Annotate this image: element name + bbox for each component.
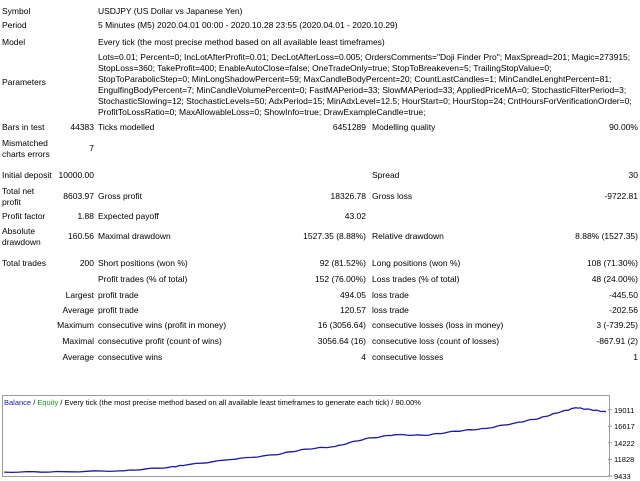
spread-label: Spread	[372, 170, 400, 180]
total-net-profit-value: 8603.97	[63, 191, 94, 201]
loss-trades-label: Loss trades (% of total)	[372, 274, 460, 284]
average-loss-value: -202.56	[609, 305, 638, 315]
profit-factor-label: Profit factor	[2, 211, 46, 221]
spread-value: 30	[628, 170, 638, 180]
relative-drawdown-label: Relative drawdown	[372, 231, 444, 241]
modelling-quality-value: 90.00%	[609, 122, 638, 132]
average-label: Average	[62, 305, 94, 315]
loss-trades-value: 48 (24.00%)	[591, 274, 638, 284]
largest-profit-value: 494.05	[340, 290, 366, 300]
maximal-profit-value: 3056.64 (16)	[317, 336, 366, 346]
maximal-loss-value: -867.91 (2)	[596, 336, 638, 346]
average-consec-label: Average	[62, 352, 94, 362]
avg-consec-losses-value: 1	[633, 352, 638, 362]
maximal-label: Maximal	[62, 336, 94, 346]
initial-deposit-value: 10000.00	[58, 170, 94, 180]
chart-legend	[4, 398, 421, 408]
maximum-label: Maximum	[57, 320, 94, 330]
total-trades-value: 200	[79, 258, 94, 268]
ticks-modelled-label: Ticks modelled	[98, 122, 155, 132]
legend-equity: Equity	[37, 398, 59, 407]
total-net-profit-label: Total net profit	[2, 186, 35, 207]
profit-trades-value: 152 (76.00%)	[314, 274, 366, 284]
period-value: 5 Minutes (M5) 2020.04.01 00:00 - 2020.10.28 23:55 (2020.04.01 - 2020.10.29)	[98, 20, 398, 30]
profit-trades-label: Profit trades (% of total)	[98, 274, 188, 284]
y-tick-label: 11828	[614, 455, 635, 465]
max-consec-wins-value: 16 (3056.64)	[317, 320, 366, 330]
absolute-drawdown-label: Absolute drawdown	[2, 226, 41, 247]
bars-in-test-value: 44383	[70, 122, 94, 132]
parameters-label: Parameters	[2, 77, 46, 87]
period-label: Period	[2, 20, 27, 30]
mismatched-value: 7	[89, 143, 94, 153]
legend-balance: Balance	[4, 398, 32, 407]
mismatched-label: Mismatched charts errors	[2, 138, 50, 159]
relative-drawdown-value: 8.88% (1527.35)	[575, 231, 638, 241]
maximal-loss-label: consecutive loss (count of losses)	[372, 336, 500, 346]
y-tick-label: 19011	[614, 405, 635, 415]
short-positions-label: Short positions (won %)	[98, 258, 188, 268]
y-tick-label: 16617	[614, 422, 635, 432]
symbol-label: Symbol	[2, 6, 31, 16]
initial-deposit-label: Initial deposit	[2, 170, 52, 180]
largest-loss-label: loss trade	[372, 290, 409, 300]
total-trades-label: Total trades	[2, 258, 46, 268]
maximal-drawdown-label: Maximal drawdown	[98, 231, 171, 241]
modelling-quality-label: Modelling quality	[372, 122, 436, 132]
gross-profit-label: Gross profit	[98, 191, 142, 201]
long-positions-label: Long positions (won %)	[372, 258, 461, 268]
legend-separator: /	[31, 398, 38, 407]
series-line-balance	[4, 408, 606, 473]
max-consec-losses-value: 3 (-739.25)	[596, 320, 638, 330]
largest-profit-label: profit trade	[98, 290, 139, 300]
expected-payoff-value: 43.02	[344, 211, 366, 221]
max-consec-wins-label: consecutive wins (profit in money)	[98, 320, 227, 330]
gross-profit-value: 18326.78	[330, 191, 366, 201]
maximal-profit-label: consecutive profit (count of wins)	[98, 336, 222, 346]
max-consec-losses-label: consecutive losses (loss in money)	[372, 320, 504, 330]
avg-consec-wins-value: 4	[361, 352, 366, 362]
model-label: Model	[2, 37, 26, 47]
maximal-drawdown-value: 1527.35 (8.88%)	[303, 231, 366, 241]
avg-consec-losses-label: consecutive losses	[372, 352, 444, 362]
gross-loss-label: Gross loss	[372, 191, 413, 201]
ticks-modelled-value: 6451289	[332, 122, 366, 132]
average-profit-value: 120.57	[340, 305, 366, 315]
absolute-drawdown-value: 160.56	[68, 231, 94, 241]
gross-loss-value: -9722.81	[604, 191, 638, 201]
expected-payoff-label: Expected payoff	[98, 211, 159, 221]
parameters-value: Lots=0.01; Percent=0; IncLotAfterProfit=0.01; DecLotAfterLoss=0.005; OrdersComments="Doji Finder Pro"; MaxSpread=201; Magic=273915; StopLoss=360; TakeProfit=400; EnableAutoClose=false; OneTradeOnly=true; StopToBreakeven=5; TrailingStopValue=0; StopToParabolicStep=0; MinLongShadowPercent=59; MaxCandleBodyPercent=20; CountLastCandles=1; MinCandleLenghtPercent=81; EngulfingBodyPercent=7; MinCandleVolumePercent=0; FastMAPeriod=33; SlowMAPeriod=33; AppliedPriceMA=0; StochasticFilterPeriod=3; StochasticSlowing=12; StochasticLevels=50; AdxPeriod=15; MinAdxLevel=12.5; HourStart=0; HourStop=24; CntHoursForVerificationOrder=0; ProfitToLossRatio=0; MaxAllowableLoss=0; ShowInfo=true; DrawExampleCandle=true;	[98, 52, 632, 117]
average-profit-label: profit trade	[98, 305, 139, 315]
largest-label: Largest	[65, 290, 94, 300]
legend-description: / Every tick (the most precise method based on all available least timeframes to generate each tick) / 90.00%	[58, 398, 421, 407]
short-positions-value: 92 (81.52%)	[319, 258, 366, 268]
average-loss-label: loss trade	[372, 305, 409, 315]
bars-in-test-label: Bars in test	[2, 122, 45, 132]
y-tick-label: 14222	[614, 438, 635, 448]
avg-consec-wins-label: consecutive wins	[98, 352, 163, 362]
y-tick-label: 9433	[614, 472, 631, 481]
long-positions-value: 108 (71.30%)	[586, 258, 638, 268]
model-value: Every tick (the most precise method based on all available least timeframes)	[98, 37, 385, 47]
symbol-value: USDJPY (US Dollar vs Japanese Yen)	[98, 6, 243, 16]
largest-loss-value: -445.50	[609, 290, 638, 300]
profit-factor-value: 1.88	[77, 211, 94, 221]
